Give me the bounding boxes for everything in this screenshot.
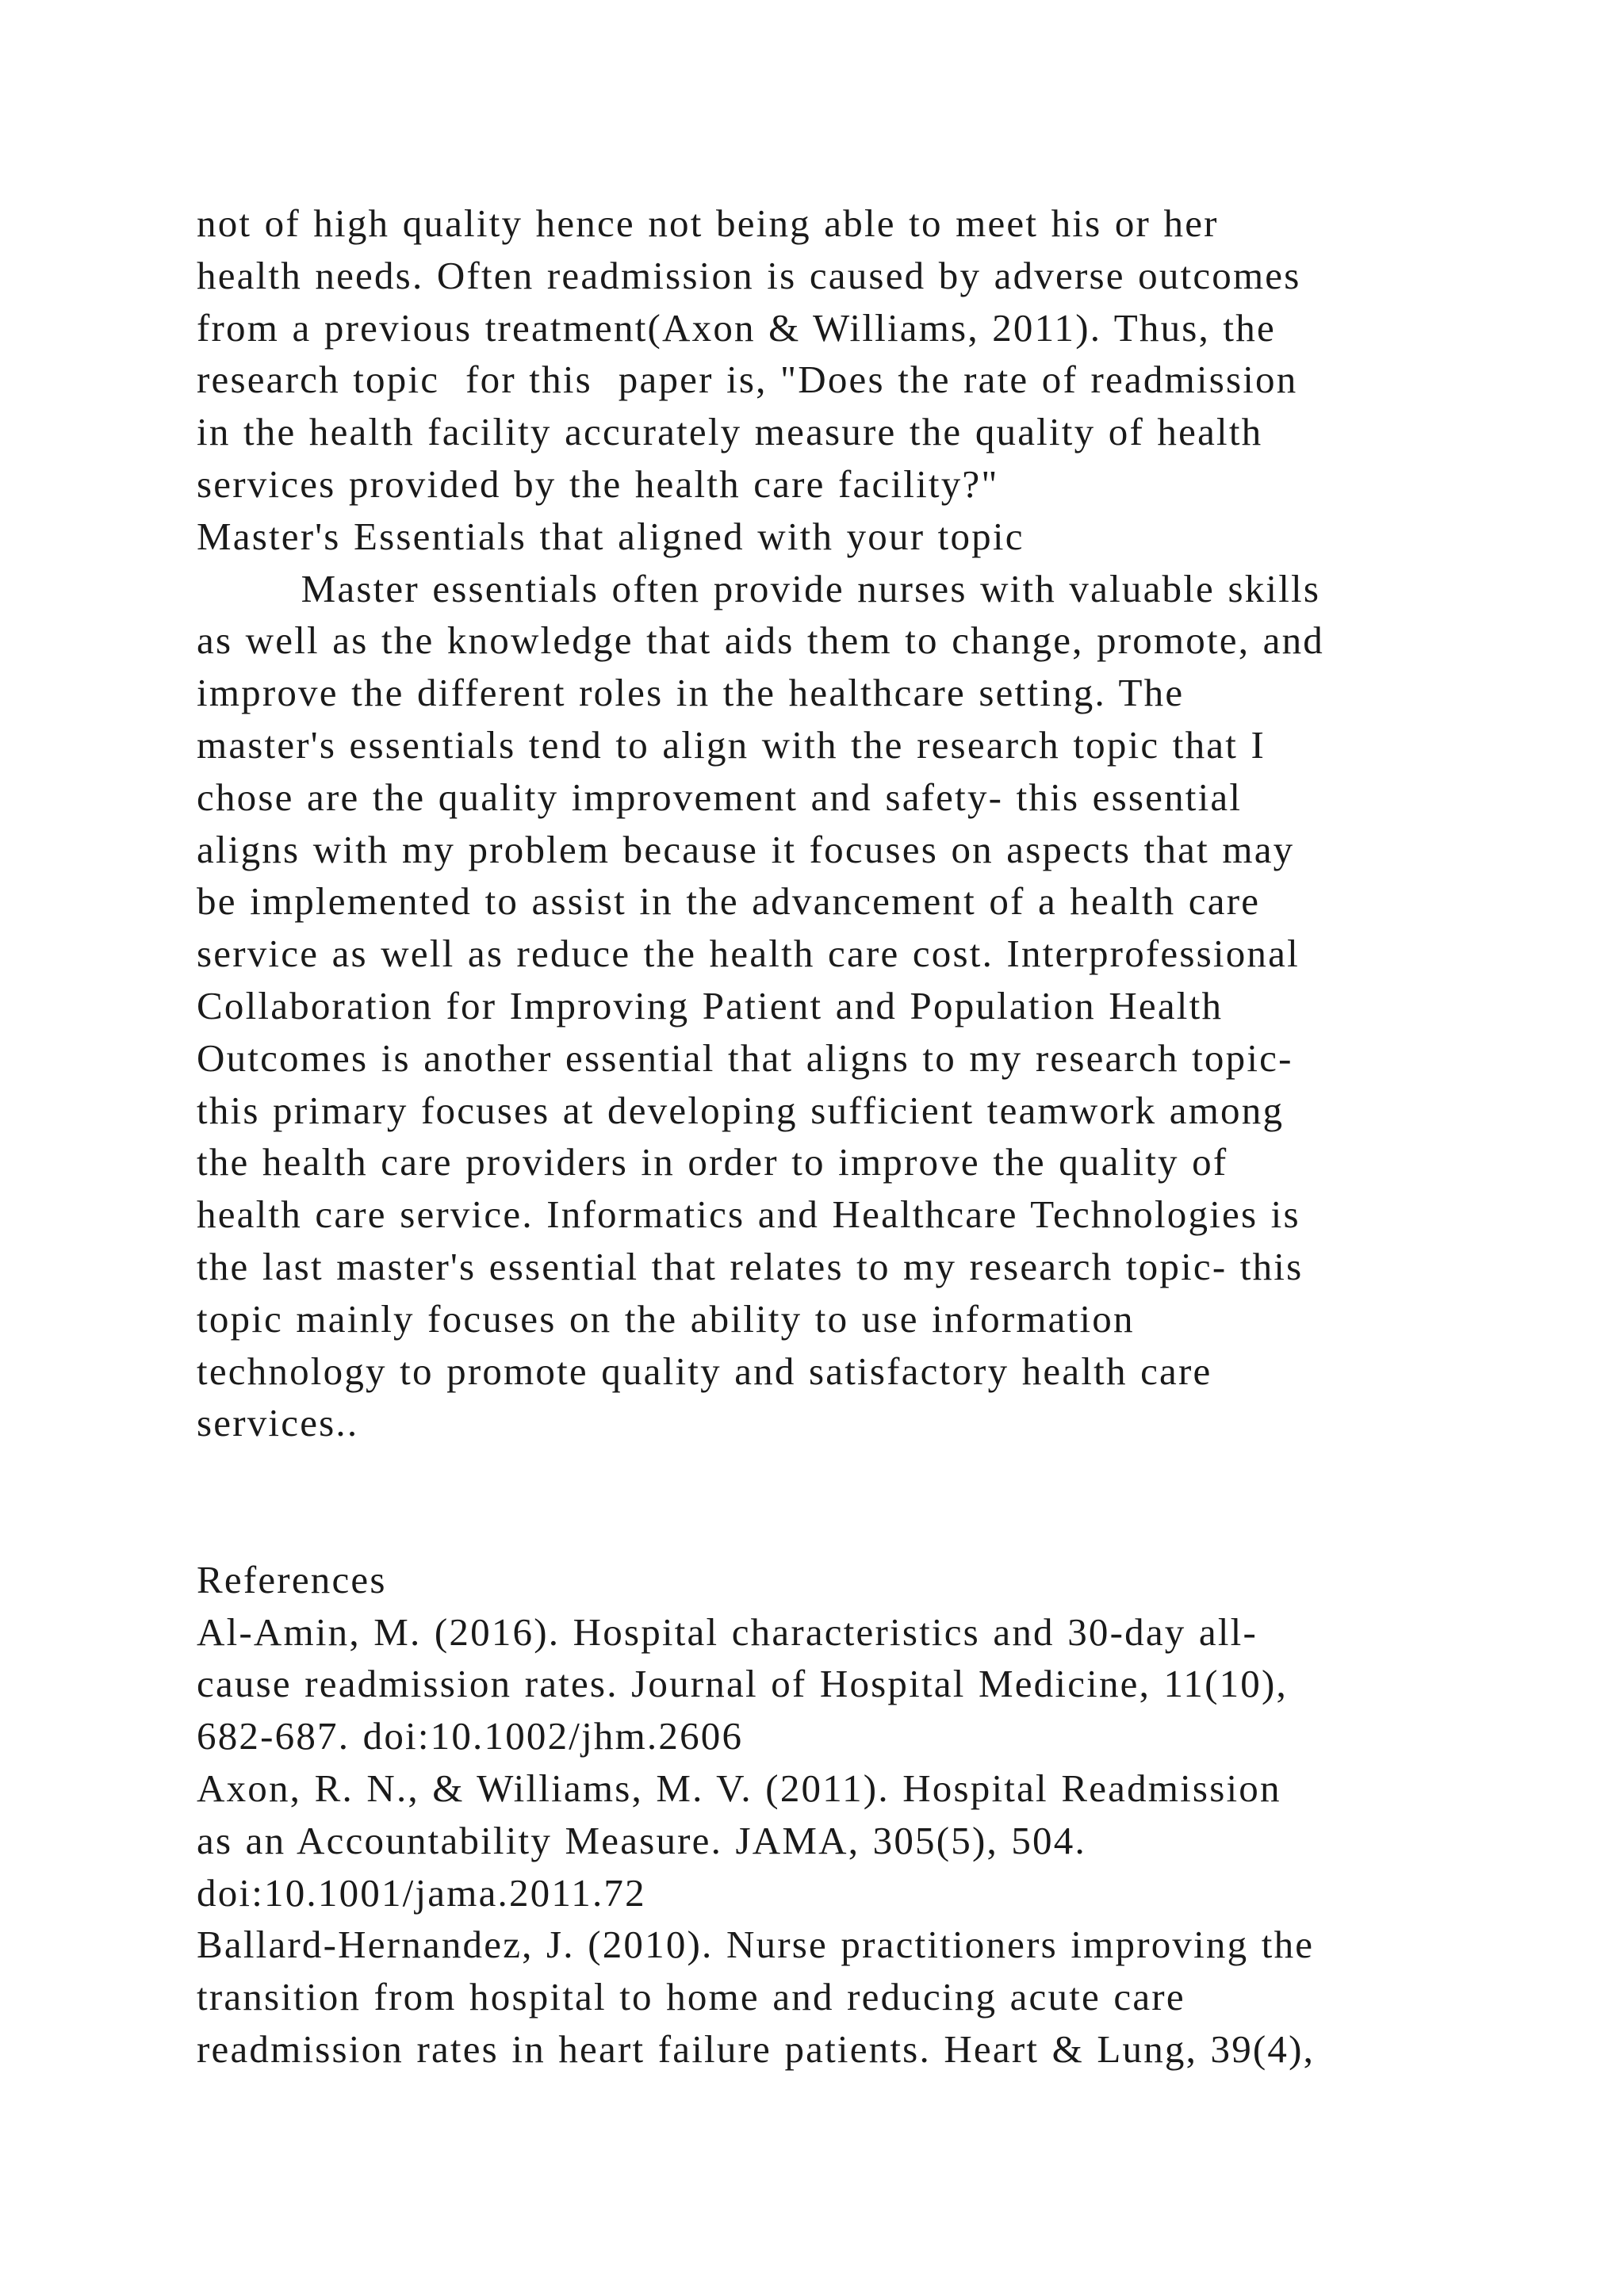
text-line: services..	[197, 1401, 359, 1445]
blank-line	[197, 1449, 1505, 1502]
text-line: health care service. Informatics and Healthcare Technologies is	[197, 1192, 1300, 1237]
text-line: research topic for this paper is, "Does the rate of readmission	[197, 358, 1298, 402]
reference-entry	[197, 1762, 1505, 1919]
text-line: the health care providers in order to improve the quality of	[197, 1140, 1228, 1184]
text-line: Master essentials often provide nurses with valuable skills	[197, 566, 1321, 610]
text-line: topic mainly focuses on the ability to use information	[197, 1296, 1135, 1341]
text-line: Axon, R. N., & Williams, M. V. (2011). Hospital Readmission	[197, 1766, 1281, 1810]
document-body	[197, 197, 1505, 2076]
references-heading: References	[197, 1557, 387, 1601]
text-line: as well as the knowledge that aids them to change, promote, and	[197, 618, 1324, 663]
text-line: as an Accountability Measure. JAMA, 305(5), 504.	[197, 1818, 1086, 1862]
text-line: be implemented to assist in the advancement of a health care	[197, 879, 1261, 924]
text-line: cause readmission rates. Journal of Hospital Medicine, 11(10),	[197, 1662, 1288, 1706]
reference-entry	[197, 1606, 1505, 1762]
text-line: aligns with my problem because it focuses on aspects that may	[197, 827, 1295, 871]
text-line: chose are the quality improvement and safety- this essential	[197, 775, 1243, 819]
essentials-paragraph	[197, 563, 1505, 1450]
section-heading: Master's Essentials that aligned with your topic	[197, 514, 1025, 558]
text-line: the last master's essential that relates to my research topic- this	[197, 1244, 1304, 1288]
text-line: health needs. Often readmission is caused by adverse outcomes	[197, 253, 1301, 297]
text-line: this primary focuses at developing sufficient teamwork among	[197, 1088, 1285, 1132]
text-line: improve the different roles in the healthcare setting. The	[197, 671, 1185, 715]
text-line: 682-687. doi:10.1002/jhm.2606	[197, 1714, 744, 1758]
text-line: transition from hospital to home and reducing acute care	[197, 1975, 1185, 2019]
text-line: not of high quality hence not being able to meet his or her	[197, 201, 1219, 245]
text-line: service as well as reduce the health care cost. Interprofessional	[197, 932, 1300, 976]
text-line: master's essentials tend to align with the research topic that I	[197, 722, 1266, 767]
text-line: technology to promote quality and satisfactory health care	[197, 1349, 1212, 1393]
text-line: Outcomes is another essential that aligns to my research topic-	[197, 1035, 1293, 1080]
text-line: doi:10.1001/jama.2011.72	[197, 1870, 646, 1915]
text-line: Al-Amin, M. (2016). Hospital characteristics and 30-day all-	[197, 1609, 1258, 1654]
reference-entry	[197, 1919, 1505, 2075]
text-line: services provided by the health care facility?"	[197, 461, 999, 506]
text-line: from a previous treatment(Axon & Williams, 2011). Thus, the	[197, 305, 1276, 350]
text-line: readmission rates in heart failure patients. Heart & Lung, 39(4),	[197, 2026, 1316, 2071]
text-line: in the health facility accurately measure the quality of health	[197, 410, 1263, 454]
blank-line	[197, 1502, 1505, 1554]
text-line: Ballard-Hernandez, J. (2010). Nurse practitioners improving the	[197, 1923, 1315, 1967]
text-line: Collaboration for Improving Patient and Population Health	[197, 983, 1224, 1027]
intro-paragraph	[197, 197, 1505, 511]
